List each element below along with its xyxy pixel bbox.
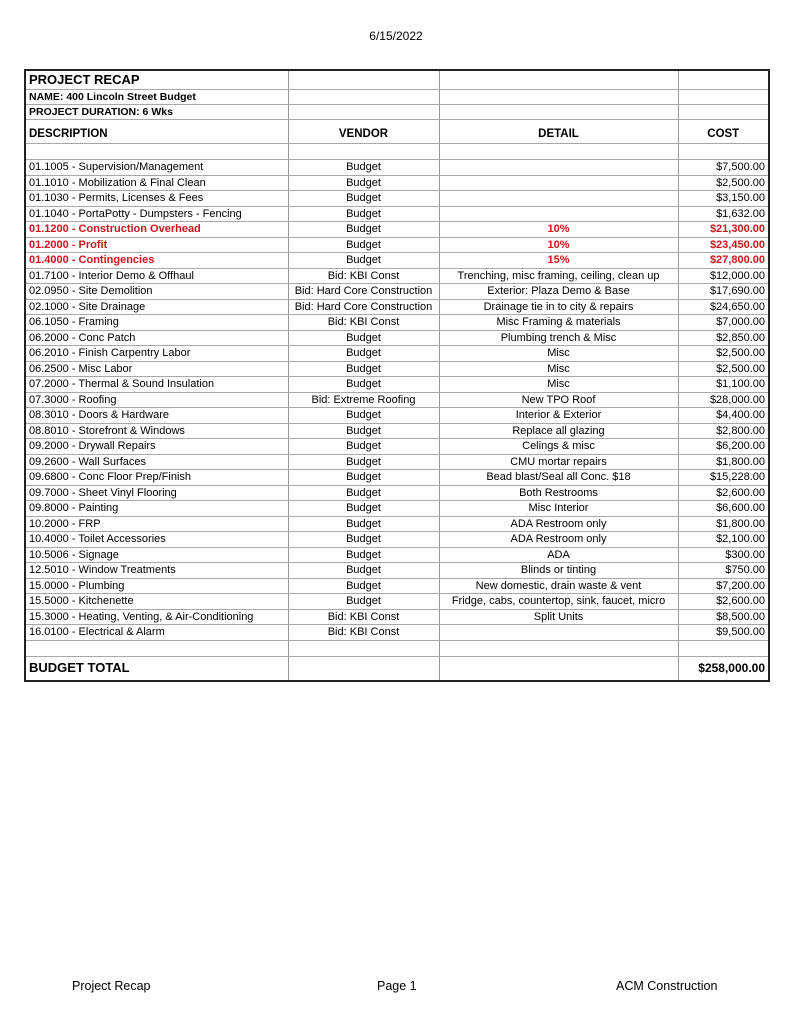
line-item-description: 06.1050 - Framing: [25, 315, 288, 331]
line-item-vendor: Budget: [288, 330, 439, 346]
line-item-description: 09.8000 - Painting: [25, 501, 288, 517]
line-item-cost: $7,000.00: [678, 315, 769, 331]
line-item-row: [25, 578, 769, 594]
line-item-vendor: Budget: [288, 470, 439, 486]
line-item-row: [25, 315, 769, 331]
line-item-vendor: Budget: [288, 594, 439, 610]
line-item-detail: Split Units: [439, 609, 678, 625]
line-item-detail: Both Restrooms: [439, 485, 678, 501]
line-item-description: 01.1200 - Construction Overhead: [25, 222, 288, 238]
line-item-cost: $9,500.00: [678, 625, 769, 641]
line-item-detail: New domestic, drain waste & vent: [439, 578, 678, 594]
project-recap-table: [24, 69, 770, 682]
title-row: [25, 70, 769, 90]
line-item-cost: $300.00: [678, 547, 769, 563]
line-item-description: 15.0000 - Plumbing: [25, 578, 288, 594]
line-item-cost: $7,500.00: [678, 160, 769, 176]
header-description: DESCRIPTION: [25, 120, 288, 144]
line-item-row: [25, 268, 769, 284]
line-item-detail: Misc: [439, 361, 678, 377]
line-item-vendor: Budget: [288, 160, 439, 176]
line-item-vendor: Budget: [288, 408, 439, 424]
line-item-description: 06.2500 - Misc Labor: [25, 361, 288, 377]
line-item-detail: Fridge, cabs, countertop, sink, faucet, micro: [439, 594, 678, 610]
line-item-vendor: Budget: [288, 237, 439, 253]
line-item-cost: $4,400.00: [678, 408, 769, 424]
project-name-row: [25, 90, 769, 105]
line-item-detail: [439, 625, 678, 641]
line-item-row: [25, 563, 769, 579]
line-item-vendor: Bid: Hard Core Construction: [288, 284, 439, 300]
recap-title: PROJECT RECAP: [25, 70, 288, 90]
header-detail: DETAIL: [439, 120, 678, 144]
line-item-row: [25, 191, 769, 207]
line-item-vendor: Budget: [288, 346, 439, 362]
line-item-detail: Drainage tie in to city & repairs: [439, 299, 678, 315]
line-item-vendor: Budget: [288, 222, 439, 238]
line-item-row: [25, 330, 769, 346]
line-item-row: [25, 516, 769, 532]
line-item-detail: 10%: [439, 222, 678, 238]
line-item-vendor: Budget: [288, 563, 439, 579]
line-item-cost: $7,200.00: [678, 578, 769, 594]
footer-page-number: Page 1: [377, 979, 417, 993]
line-item-detail: ADA: [439, 547, 678, 563]
footer-left: Project Recap: [72, 979, 151, 993]
line-item-detail: ADA Restroom only: [439, 516, 678, 532]
line-item-cost: $1,100.00: [678, 377, 769, 393]
line-item-row: [25, 485, 769, 501]
line-item-row: [25, 408, 769, 424]
column-header-row: [25, 120, 769, 144]
line-item-description: 15.5000 - Kitchenette: [25, 594, 288, 610]
line-item-cost: $2,850.00: [678, 330, 769, 346]
line-item-description: 10.2000 - FRP: [25, 516, 288, 532]
line-item-cost: $2,800.00: [678, 423, 769, 439]
print-date: 6/15/2022: [369, 29, 423, 43]
line-item-detail: Replace all glazing: [439, 423, 678, 439]
line-item-cost: $24,650.00: [678, 299, 769, 315]
header-cost: COST: [678, 120, 769, 144]
line-item-cost: $750.00: [678, 563, 769, 579]
project-name: NAME: 400 Lincoln Street Budget: [25, 90, 288, 105]
line-item-vendor: Bid: KBI Const: [288, 609, 439, 625]
line-item-detail: 10%: [439, 237, 678, 253]
line-item-row: [25, 237, 769, 253]
line-item-vendor: Budget: [288, 454, 439, 470]
line-item-row: [25, 206, 769, 222]
line-item-detail: Misc Interior: [439, 501, 678, 517]
line-item-vendor: Budget: [288, 516, 439, 532]
line-item-cost: $1,632.00: [678, 206, 769, 222]
line-item-cost: $6,600.00: [678, 501, 769, 517]
line-item-detail: [439, 191, 678, 207]
header-vendor: VENDOR: [288, 120, 439, 144]
line-item-description: 09.7000 - Sheet Vinyl Flooring: [25, 485, 288, 501]
line-item-vendor: Budget: [288, 578, 439, 594]
line-item-vendor: Budget: [288, 423, 439, 439]
line-item-description: 01.1005 - Supervision/Management: [25, 160, 288, 176]
line-item-row: [25, 346, 769, 362]
line-item-detail: Misc Framing & materials: [439, 315, 678, 331]
spacer-row: [25, 144, 769, 160]
line-item-description: 06.2010 - Finish Carpentry Labor: [25, 346, 288, 362]
line-item-vendor: Budget: [288, 361, 439, 377]
line-item-vendor: Budget: [288, 439, 439, 455]
line-item-description: 09.2000 - Drywall Repairs: [25, 439, 288, 455]
line-item-detail: ADA Restroom only: [439, 532, 678, 548]
line-item-row: [25, 594, 769, 610]
line-item-description: 09.2600 - Wall Surfaces: [25, 454, 288, 470]
line-item-cost: $2,600.00: [678, 594, 769, 610]
line-item-cost: $23,450.00: [678, 237, 769, 253]
line-item-cost: $2,500.00: [678, 346, 769, 362]
line-item-cost: $2,600.00: [678, 485, 769, 501]
line-item-detail: Misc: [439, 377, 678, 393]
budget-total-label: BUDGET TOTAL: [25, 656, 288, 681]
line-item-cost: $27,800.00: [678, 253, 769, 269]
footer-company: ACM Construction: [616, 979, 718, 993]
line-item-row: [25, 470, 769, 486]
line-item-cost: $12,000.00: [678, 268, 769, 284]
line-item-detail: Bead blast/Seal all Conc. $18: [439, 470, 678, 486]
line-item-cost: $1,800.00: [678, 454, 769, 470]
line-item-detail: [439, 160, 678, 176]
line-item-description: 01.2000 - Profit: [25, 237, 288, 253]
line-item-cost: $6,200.00: [678, 439, 769, 455]
line-item-cost: $1,800.00: [678, 516, 769, 532]
line-item-row: [25, 547, 769, 563]
line-item-cost: $21,300.00: [678, 222, 769, 238]
line-item-description: 12.5010 - Window Treatments: [25, 563, 288, 579]
line-item-description: 01.7100 - Interior Demo & Offhaul: [25, 268, 288, 284]
line-item-row: [25, 175, 769, 191]
line-item-row: [25, 439, 769, 455]
line-item-vendor: Bid: Hard Core Construction: [288, 299, 439, 315]
line-item-cost: $2,500.00: [678, 175, 769, 191]
line-item-detail: [439, 206, 678, 222]
line-item-description: 02.0950 - Site Demolition: [25, 284, 288, 300]
line-item-vendor: Budget: [288, 532, 439, 548]
line-item-description: 06.2000 - Conc Patch: [25, 330, 288, 346]
line-item-row: [25, 299, 769, 315]
project-duration-row: [25, 105, 769, 120]
line-item-row: [25, 222, 769, 238]
line-item-detail: Exterior: Plaza Demo & Base: [439, 284, 678, 300]
line-item-description: 07.3000 - Roofing: [25, 392, 288, 408]
line-item-vendor: Budget: [288, 175, 439, 191]
line-item-description: 08.3010 - Doors & Hardware: [25, 408, 288, 424]
line-item-vendor: Bid: KBI Const: [288, 268, 439, 284]
line-item-row: [25, 377, 769, 393]
line-item-row: [25, 501, 769, 517]
line-item-description: 10.5006 - Signage: [25, 547, 288, 563]
line-item-description: 01.1010 - Mobilization & Final Clean: [25, 175, 288, 191]
line-item-row: [25, 532, 769, 548]
line-item-detail: New TPO Roof: [439, 392, 678, 408]
line-item-vendor: Bid: Extreme Roofing: [288, 392, 439, 408]
line-item-description: 07.2000 - Thermal & Sound Insulation: [25, 377, 288, 393]
line-item-description: 08.8010 - Storefront & Windows: [25, 423, 288, 439]
line-item-vendor: Budget: [288, 253, 439, 269]
line-item-cost: $15,228.00: [678, 470, 769, 486]
line-item-description: 10.4000 - Toilet Accessories: [25, 532, 288, 548]
line-item-detail: Plumbing trench & Misc: [439, 330, 678, 346]
line-item-detail: Trenching, misc framing, ceiling, clean up: [439, 268, 678, 284]
project-duration: PROJECT DURATION: 6 Wks: [25, 105, 288, 120]
line-item-description: 01.4000 - Contingencies: [25, 253, 288, 269]
budget-total-row: [25, 656, 769, 681]
line-item-cost: $2,100.00: [678, 532, 769, 548]
line-item-row: [25, 423, 769, 439]
line-item-description: 09.6800 - Conc Floor Prep/Finish: [25, 470, 288, 486]
line-item-vendor: Budget: [288, 547, 439, 563]
line-item-vendor: Budget: [288, 191, 439, 207]
line-item-vendor: Budget: [288, 377, 439, 393]
line-item-vendor: Bid: KBI Const: [288, 315, 439, 331]
line-item-detail: Misc: [439, 346, 678, 362]
line-item-row: [25, 609, 769, 625]
line-item-row: [25, 454, 769, 470]
line-item-row: [25, 284, 769, 300]
line-item-vendor: Budget: [288, 206, 439, 222]
line-item-description: 01.1030 - Permits, Licenses & Fees: [25, 191, 288, 207]
line-item-detail: [439, 175, 678, 191]
line-item-description: 16.0100 - Electrical & Alarm: [25, 625, 288, 641]
line-item-row: [25, 160, 769, 176]
line-item-row: [25, 392, 769, 408]
line-item-description: 15.3000 - Heating, Venting, & Air-Conditioning: [25, 609, 288, 625]
line-item-cost: $17,690.00: [678, 284, 769, 300]
line-item-row: [25, 253, 769, 269]
line-item-detail: Celings & misc: [439, 439, 678, 455]
line-item-vendor: Budget: [288, 485, 439, 501]
line-item-row: [25, 361, 769, 377]
line-item-detail: CMU mortar repairs: [439, 454, 678, 470]
line-item-cost: $28,000.00: [678, 392, 769, 408]
spacer-row: [25, 640, 769, 656]
line-item-cost: $3,150.00: [678, 191, 769, 207]
line-item-description: 01.1040 - PortaPotty - Dumpsters - Fencing: [25, 206, 288, 222]
line-item-row: [25, 625, 769, 641]
line-item-vendor: Budget: [288, 501, 439, 517]
line-item-description: 02.1000 - Site Drainage: [25, 299, 288, 315]
line-item-cost: $2,500.00: [678, 361, 769, 377]
budget-total-cost: $258,000.00: [678, 656, 769, 681]
line-item-vendor: Bid: KBI Const: [288, 625, 439, 641]
line-item-detail: Blinds or tinting: [439, 563, 678, 579]
line-item-detail: Interior & Exterior: [439, 408, 678, 424]
line-item-detail: 15%: [439, 253, 678, 269]
line-item-cost: $8,500.00: [678, 609, 769, 625]
